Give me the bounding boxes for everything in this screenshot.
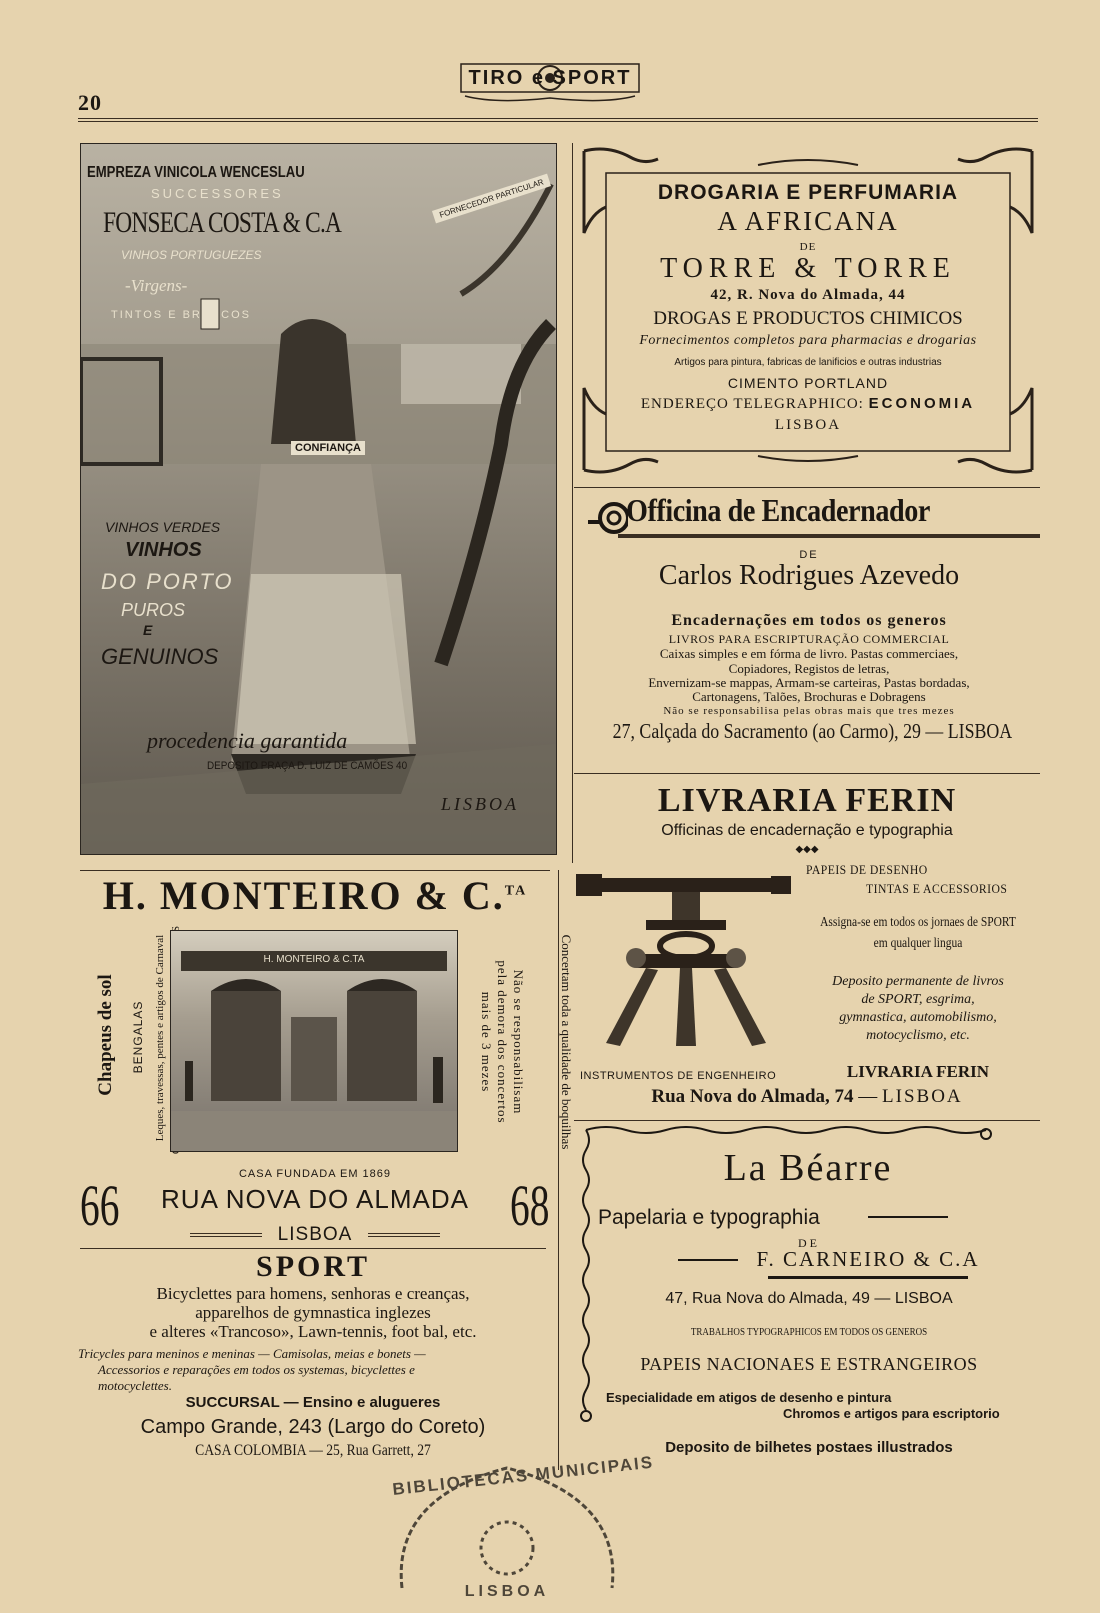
drogaria-owners: TORRE & TORRE — [660, 253, 956, 284]
wine-left-text-5: E — [143, 622, 153, 638]
drogaria-address: 42, R. Nova do Almada, 44 — [710, 287, 906, 303]
drogaria-telegraph-value: ECONOMIA — [868, 395, 976, 412]
stamp-text: BIBLIOTECAS MUNICIPAIS — [391, 1452, 655, 1499]
wine-guarantee: procedencia garantida — [147, 728, 348, 753]
monteiro-left-3: Leques, travessas, pentes e artigos de Carnaval — [154, 934, 166, 1142]
sport-italic-1: Tricycles para meninos e meninas — Camisolas, meias e bonets — — [78, 1346, 426, 1361]
bearre-deposito: Deposito de bilhetes postaes illustrados — [665, 1439, 953, 1456]
bearre-spec-1: Especialidade em atigos de desenho e pintura — [606, 1390, 892, 1405]
ferin-dep-4: motocyclismo, etc. — [866, 1028, 970, 1043]
ferin-dep-3: gymnastica, automobilismo, — [839, 1010, 997, 1025]
officina-line7: Não se responsabilisa pelas obras mais que tres mezes — [663, 705, 955, 717]
drogaria-line2: A AFRICANA — [717, 206, 899, 236]
sport-line1: Bicyclettes para homens, senhoras e creanças, — [156, 1284, 470, 1303]
ferin-papeis-1: PAPEIS DE DESENHO — [806, 862, 928, 877]
bearre-line1: Papelaria e typographia — [598, 1206, 820, 1229]
bearre-trabalhos: TRABALHOS TYPOGRAPHICOS EM TODOS OS GENEROS — [690, 1326, 928, 1338]
wine-products-1: VINHOS PORTUGUEZES — [121, 248, 262, 262]
officina-swirl-icon — [588, 500, 628, 536]
ferin-address — [574, 1086, 1040, 1108]
monteiro-right-column — [464, 926, 574, 1150]
monteiro-city-rule-right — [368, 1233, 440, 1237]
ferin-address-city: LISBOA — [882, 1086, 963, 1107]
sport-line3: e alteres «Trancoso», Lawn-tennis, foot bal, etc. — [149, 1322, 477, 1341]
drogaria-advert — [578, 143, 1038, 478]
wine-products-3: TINTOS E BRANCOS — [111, 309, 251, 321]
officina-address: 27, Calçada do Sacramento (ao Carmo), 29 — LISBOA — [612, 719, 1013, 743]
officina-line3: Caixas simples e em fórma de livro. Pastas commerciaes, — [659, 646, 959, 661]
bearre-firm: F. CARNEIRO & C.A — [756, 1247, 980, 1271]
drogaria-telegraph — [578, 395, 1038, 413]
sport-italic-3: motocyclettes. — [98, 1378, 172, 1393]
ferin-address-dash: — — [858, 1086, 883, 1107]
wine-products-2: -Virgens- — [125, 276, 188, 295]
theodolite-illustration — [576, 858, 796, 1048]
wine-city: LISBOA — [441, 794, 519, 814]
wine-left-text-1: VINHOS VERDES — [105, 519, 221, 535]
bearre-arrow-1 — [868, 1216, 948, 1218]
wine-advert-illustration — [80, 143, 557, 855]
ferin-instrumentos: INSTRUMENTOS DE ENGENHEIRO — [580, 1070, 777, 1082]
monteiro-title — [78, 872, 552, 919]
officina-line1: Encadernações em todos os generos — [671, 612, 947, 629]
monteiro-founded: CASA FUNDADA EM 1869 — [238, 1168, 392, 1180]
wine-deposit: DEPOSITO PRAÇA D. LUIZ DE CAMÕES 40 — [207, 760, 408, 772]
monteiro-city-rule-left — [190, 1233, 262, 1237]
drogaria-italic: Fornecimentos completos para pharmacias e drogarias — [639, 333, 977, 348]
ferin-name-2: LIVRARIA FERIN — [846, 1062, 990, 1081]
ferin-papeis-2: TINTAS E ACCESSORIOS — [866, 881, 1008, 896]
wine-left-text-4: PUROS — [121, 600, 186, 620]
monteiro-title-text: H. MONTEIRO & C. — [102, 873, 505, 918]
sport-italic-2: Accessorios e reparações em todos os systemas, bicyclettes e — [98, 1362, 415, 1377]
bearre-de: DE — [798, 1236, 820, 1250]
sport-line2: apparelhos de gymnastica inglezes — [195, 1303, 431, 1322]
wine-left-text-6: GENUINOS — [101, 644, 219, 669]
wine-sash: CONFIANÇA — [291, 441, 365, 455]
stamp-city: LISBOA — [464, 1583, 550, 1600]
page-number: 20 — [78, 90, 102, 115]
monteiro-shop-sign: H. MONTEIRO & C.TA — [263, 954, 365, 965]
drogaria-line1: DROGARIA E PERFUMARIA — [657, 181, 959, 204]
monteiro-left-2: BENGALAS — [131, 1000, 145, 1074]
monteiro-city: LISBOA — [277, 1224, 353, 1245]
monteiro-advert — [78, 872, 574, 1252]
ferin-assigna-2: em qualquer lingua — [873, 936, 963, 951]
library-stamp — [382, 1438, 655, 1608]
monteiro-shop-photo — [170, 930, 458, 1152]
monteiro-title-sup: TA — [504, 883, 528, 899]
bearre-advert — [578, 1126, 1040, 1466]
officina-title-rule — [618, 534, 1040, 538]
bearre-address: 47, Rua Nova do Almada, 49 — LISBOA — [665, 1290, 953, 1307]
monteiro-number-left: 66 — [80, 1173, 120, 1238]
monteiro-left-1: Chapeus de sol — [95, 974, 116, 1096]
drogaria-de: DE — [799, 241, 817, 253]
masthead-title: TIRO e SPORT — [468, 67, 632, 89]
ferin-dep-1: Deposito permanente de livros — [832, 974, 1004, 989]
wine-successors: SUCCESSORES — [151, 186, 284, 201]
wine-left-text-3: DO PORTO — [101, 569, 234, 594]
ferin-dep-2: de SPORT, esgrima, — [861, 992, 975, 1007]
rule-before-monteiro — [80, 870, 550, 871]
wine-company: EMPREZA VINICOLA WENCESLAU — [87, 164, 305, 181]
masthead — [455, 52, 645, 106]
monteiro-right-4: mais de 3 mezes — [479, 991, 494, 1093]
rule-after-drogaria — [574, 487, 1040, 488]
drogaria-telegraph-label: ENDEREÇO TELEGRAPHICO: — [640, 396, 864, 412]
wine-firm: FONSECA COSTA & C.A — [103, 206, 342, 239]
wine-supplier-ribbon: FORNECEDOR PARTICULAR — [432, 174, 551, 224]
ferin-assigna-1: Assigna-se em todos os jornaes de SPORT — [820, 915, 1016, 930]
bearre-spec-2: Chromos e artigos para escriptorio — [783, 1406, 1000, 1421]
officina-owner: Carlos Rodrigues Azevedo — [658, 560, 960, 591]
drogaria-products: DROGAS E PRODUCTOS CHIMICOS — [653, 308, 963, 329]
column-divider — [572, 143, 573, 863]
rule-after-officina — [574, 773, 1040, 774]
sport-casa: CASA COLOMBIA — 25, Rua Garrett, 27 — [195, 1442, 431, 1459]
drogaria-cement: CIMENTO PORTLAND — [727, 375, 889, 391]
officina-line6: Cartonagens, Talões, Brochuras e Dobragens — [692, 689, 926, 704]
officina-line4: Copiadores, Registos de letras, — [728, 661, 890, 676]
sport-title: SPORT — [256, 1250, 370, 1283]
rule-before-sport — [80, 1248, 546, 1249]
monteiro-right-3: pela demora dos concertos — [495, 960, 510, 1124]
ferin-address-street: Rua Nova do Almada, 74 — [651, 1086, 854, 1107]
officina-title: Officina de Encadernador — [626, 492, 930, 528]
sport-succursal: SUCCURSAL — Ensino e alugueres — [185, 1394, 441, 1411]
sport-advert — [78, 1250, 548, 1460]
officina-line5: Envernizam-se mappas, Armam-se carteiras, Pastas bordadas, — [648, 675, 970, 690]
ferin-title: LIVRARIA FERIN — [657, 782, 957, 819]
officina-line2: LIVROS PARA ESCRIPTURAÇÃO COMMERCIAL — [668, 632, 950, 646]
wine-left-text-2: VINHOS — [125, 539, 202, 561]
officina-advert — [578, 492, 1040, 767]
monteiro-street: RUA NOVA DO ALMADA — [161, 1184, 469, 1214]
sport-address: Campo Grande, 243 (Largo do Coreto) — [140, 1416, 486, 1438]
bearre-papeis: PAPEIS NACIONAES E ESTRANGEIROS — [640, 1354, 978, 1374]
rule-after-ferin — [574, 1120, 1040, 1121]
monteiro-left-column — [76, 926, 166, 1146]
monteiro-right-1: Concertam toda a qualidade de boquilhas — [559, 934, 574, 1150]
ferin-advert — [574, 778, 1040, 1118]
officina-de: DE — [799, 549, 819, 561]
bearre-firm-rule — [768, 1276, 968, 1279]
drogaria-city: LISBOA — [774, 417, 842, 433]
ferin-subtitle: Officinas de encadernação e typographia — [661, 822, 953, 839]
monteiro-right-2: Não se responsabilisam — [511, 969, 526, 1115]
header-rule — [78, 118, 1038, 122]
bearre-title: La Béarre — [723, 1147, 893, 1189]
drogaria-small: Artigos para pintura, fabricas de lanificios e outras industrias — [674, 357, 942, 368]
ferin-ornament-icon: ◆◆◆ — [795, 844, 819, 855]
monteiro-number-right: 68 — [510, 1173, 550, 1238]
